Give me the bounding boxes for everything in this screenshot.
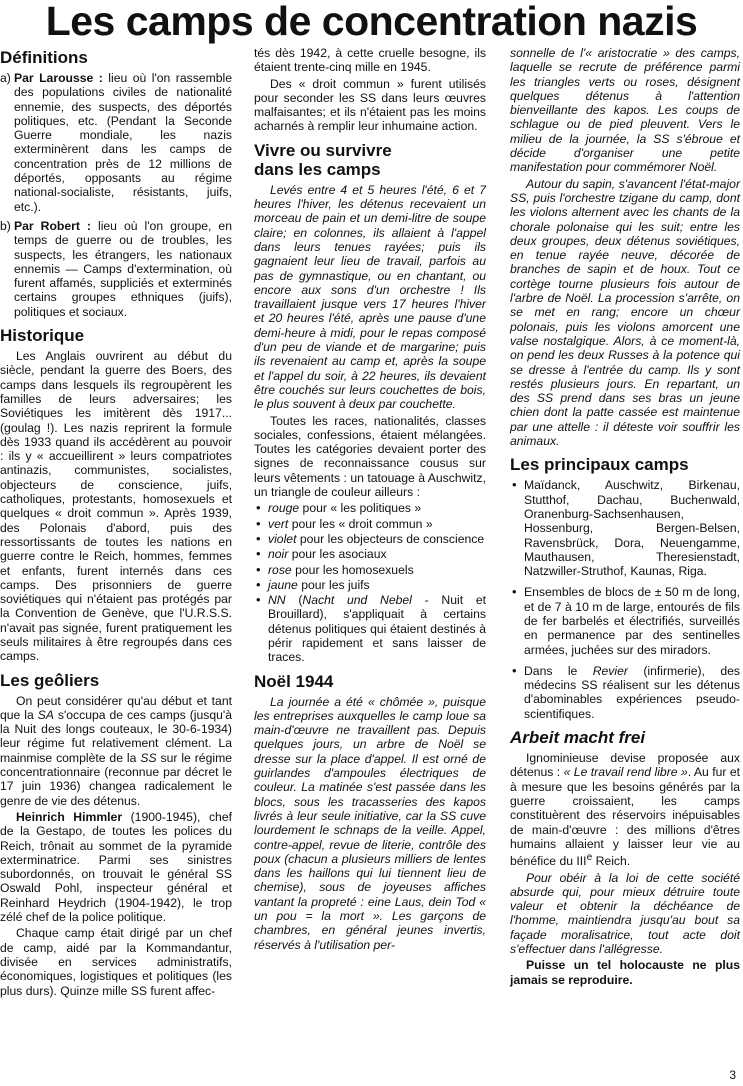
geoliers-paragraph-1: On peut considérer qu'au début et tant que la SA s'occupa de ces camps (jusqu'à la Nuit des longs couteaux, le 30-6-1934) leur régime fut relativement clément. La mainmise complète de la SS sur le régime concentrationnaire (reconnue par décret le 17 juin 1936) changea radicalement le genre de vie des détenus.: [0, 693, 232, 808]
definitions-heading: Définitions: [0, 48, 88, 67]
page-number: 3: [729, 1068, 736, 1082]
vivre-heading: Vivre ou survivre dans les camps: [254, 140, 392, 179]
list-item: • vert pour les « droit commun »: [254, 517, 486, 531]
list-item: • noir pour les asociaux: [254, 547, 486, 561]
list-item: • Ensembles de blocs de ± 50 m de long, et de 7 à 10 m de large, entourés de fils de fer barbelés et électrifiés, surveillés en permanence par des sentinelles armées, juchées sur des miradors.: [510, 585, 740, 656]
camps-list: [510, 478, 740, 721]
noel-heading: Noël 1944: [254, 671, 334, 691]
list-item: • violet pour les objecteurs de conscience: [254, 532, 486, 546]
definition-label-b: b): [0, 218, 11, 233]
geoliers-paragraph-3: Chaque camp était dirigé par un chef de camp, aidé par la Kommandantur, divisée en services administratifs, économiques, logistiques et politiques (les plus durs). Quinze mille SS furent affec-: [0, 926, 232, 998]
list-item: • rose pour les homosexuels: [254, 563, 486, 577]
vivre-paragraph-1: Levés entre 4 et 5 heures l'été, 6 et 7 heures l'hiver, les détenus recevaient un morceau de pain et un demi-litre de soupe claire; en colonnes, ils allaient à l'appel dans leurs tenues rayées; puis ils gagnaient leur lieu de travail, parfois au pas de gymnastique, ou en chantant, ou encore aux sons d'un orchestre ! Ils travaillaient jusque vers 17 heures l'hiver et 20 heures l'été, après une pause d'une demi-heure à midi, pour le repas composé d'un peu de viande et de margarine; puis ils revenaient au camp et, après la soupe et l'appel du soir, à 22 heures, ils devaient être couchés sur leurs couchettes de bois, le plus souvent à deux par couchette.: [254, 182, 486, 412]
definition-label-a: a): [0, 71, 11, 85]
closing-statement: Puisse un tel holocauste ne plus jamais se reproduire.: [510, 958, 740, 987]
vivre-paragraph-2: Toutes les races, nationalités, classes sociales, confessions, étaient mélangées. Toutes les catégories devaient porter des signes de reconnaissance cousus sur leurs vêtements : un tatouage à Auschwitz, un triangle de couleur ailleurs :: [254, 413, 486, 500]
definition-text-robert: lieu où l'on groupe, en temps de guerre ou de troubles, les suspects, les étrangers, les nationaux ennemis — Camps d'extermination, où furent affamés, suppliciés et exterminés certains groupes ethniques (juifs), politiques et sociaux.: [14, 218, 232, 319]
list-item: • Maïdanck, Auschwitz, Birkenau, Stutthof, Dachau, Buchenwald, Oranenburg-Sachsenhausen, Hossenburg, Bergen-Belsen, Ravensbrück, Dora, Neuengamme, Mauthausen, Theresienstadt, Natzwiller-Struthof, Kaunas, Riga.: [510, 478, 740, 578]
camps-heading: Les principaux camps: [510, 455, 689, 475]
definition-text-larousse: lieu où l'on rassemble des populations civiles de nationalité ennemie, des suspects, des déportés politiques, etc. (Pendant la Seconde Guerre mondiale, les nazis exterminèrent dans les camps de concentration près de 12 millions de déportés, opposants au régime national-socialiste, résistants, juifs, etc.).: [14, 71, 233, 214]
list-item-nn: • NN (Nacht und Nebel - Nuit et Brouillard), s'appliquait à certains détenus politiques qui étaient destinés à périr rapidement et sans laisser de traces.: [254, 593, 486, 664]
definition-source-larousse: Par Larousse :: [14, 71, 103, 85]
noel-paragraph-2: Autour du sapin, s'avancent l'état-major SS, puis l'orchestre tzigane du camp, dont les violons alternent avec les chants de la chorale polonaise qui les suit; entre les deux groupes, deux détenus soviétiques, en tenue rayée neuve, décorée de branches de sapin et de houx. Tout ce cortège tourne plusieurs fois autour de l'arbre de Noël. La procession s'arrête, on se met en rang; encore un chœur polonais, puis les violons amorcent une valse nostalgique. Alors, à ce moment-là, on pend les deux Russes à la potence qui se dresse à l'entrée du camp. Ils y sont restés plusieurs jours. En repartant, un des SS prend dans ses bras un jeune chien dont la patte cassée est maintenue par une attelle : il déteste voir souffrir les animaux.: [510, 176, 740, 449]
list-item: • jaune pour les juifs: [254, 578, 486, 592]
arbeit-heading: Arbeit macht frei: [510, 728, 646, 748]
arbeit-paragraph-1: Ignominieuse devise proposée aux détenus : « Le travail rend libre ». Au fur et à mesure que les besoins générés par la guerre croissaient, les camps constituèrent des réservoirs inépuisables de main-d'œuvre : des millions d'êtres humains allaient y laisser leur vie au bénéfice du IIIe Reich.: [510, 751, 740, 869]
page-title: Les camps de concentration nazis: [45, 0, 698, 44]
historique-heading: Historique: [0, 326, 85, 346]
droit-commun-paragraph: Des « droit commun » furent utilisés pour seconder les SS dans leurs œuvres malfaisantes; et ils n'étaient pas les moins acharnés à remplir leur inhumaine action.: [254, 76, 486, 134]
column-3: [510, 46, 740, 989]
noel-continuation: sonnelle de l'« aristocratie » des camps, laquelle se recrute de préférence parmi les triangles verts ou roses, désignent quelques détenus à l'attention bienveillante des kapos. Les coups de schlague ou de pied pleuvent. Vers le milieu de la journée, la SS s'ébroue et décide d'organiser une petite manifestation pour commémorer Noël.: [510, 46, 740, 175]
himmler-name: Heinrich Himmler: [16, 809, 123, 824]
definition-source-robert: Par Robert :: [14, 218, 91, 233]
definition-robert: [0, 219, 232, 319]
column-1: [0, 46, 232, 1000]
column-2: [254, 46, 486, 954]
triangle-list: [254, 501, 486, 664]
historique-paragraph: Les Anglais ouvrirent au début du siècle, pendant la guerre des Boers, des camps dans lesquels ils regroupèrent les familles de leurs adversaires; les Soviétiques les imitèrent dès 1917... (goulag !). Les nazis reprirent la formule dès 1933 quand ils accédèrent au pouvoir : ils y « accueillirent » leurs compatriotes antinazis, communistes, socialistes, objecteurs de conscience, juifs, catholiques, protestants, homosexuels et quelques « droit commun ». Après 1939, des Polonais d'abord, puis des ressortissants de toutes les nations en guerre contre le Reich, hommes, femmes et enfants, furent internés dans ces camps. Des prisonniers de guerre soviétiques qui n'étaient pas protégés par la Convention de Genève, que l'U.R.S.S. n'avait pas signée, furent pratiquement les seuls militaires à être regroupés dans ces camps.: [0, 349, 232, 664]
noel-paragraph: La journée a été « chômée », puisque les entreprises auxquelles le camp loue sa main-d'œuvre ne travaillent pas. Depuis quelques jours, un arbre de Noël se dresse sur la place d'appel. Il est orné de guirlandes d'ampoules électriques de couleur. La matinée s'est passée dans les blocs, sous les tracasseries des kapos livrés à leur seule initiative, car la SS cuve lourdement le schnaps de la veille. Appel, contre-appel, revue de literie, contrôle des poux (chacun a plusieurs milliers de lentes dans les haillons qui lui tiennent lieu de chemise), sous de joyeuses affiches vantant la propreté : eine Laus, dein Tod « un pou = la mort ». Les garçons de chambres, en général jeunes invertis, réservés à l'utilisation per-: [254, 694, 486, 952]
arbeit-paragraph-2: Pour obéir à la loi de cette société absurde qui, pour mieux détruire toute valeur et obtenir la déchéance de l'homme, maintiendra jusqu'au bout sa façade moralisatrice, tout acte doit s'effectuer dans l'allégresse.: [510, 870, 740, 956]
geoliers-heading: Les geôliers: [0, 670, 100, 690]
geoliers-paragraph-2: Heinrich Himmler (1900-1945), chef de la Gestapo, de toutes les polices du Reich, trônait au sommet de la pyramide exterminatrice. Parmi ses sinistres subordonnés, on trouvait le général SS Oswald Pohl, inspecteur général et Reinhard Heydrich (1904-1942), le trop zélé chef de la police politique.: [0, 809, 232, 925]
definition-larousse: [0, 71, 232, 214]
list-item: • rouge pour « les politiques »: [254, 501, 486, 515]
list-item: • Dans le Revier (infirmerie), des médecins SS réalisent sur les détenus d'abominables expériences pseudo-scientifiques.: [510, 664, 740, 721]
geoliers-continuation: tés dès 1942, à cette cruelle besogne, ils étaient trente-cinq mille en 1945.: [254, 46, 486, 75]
